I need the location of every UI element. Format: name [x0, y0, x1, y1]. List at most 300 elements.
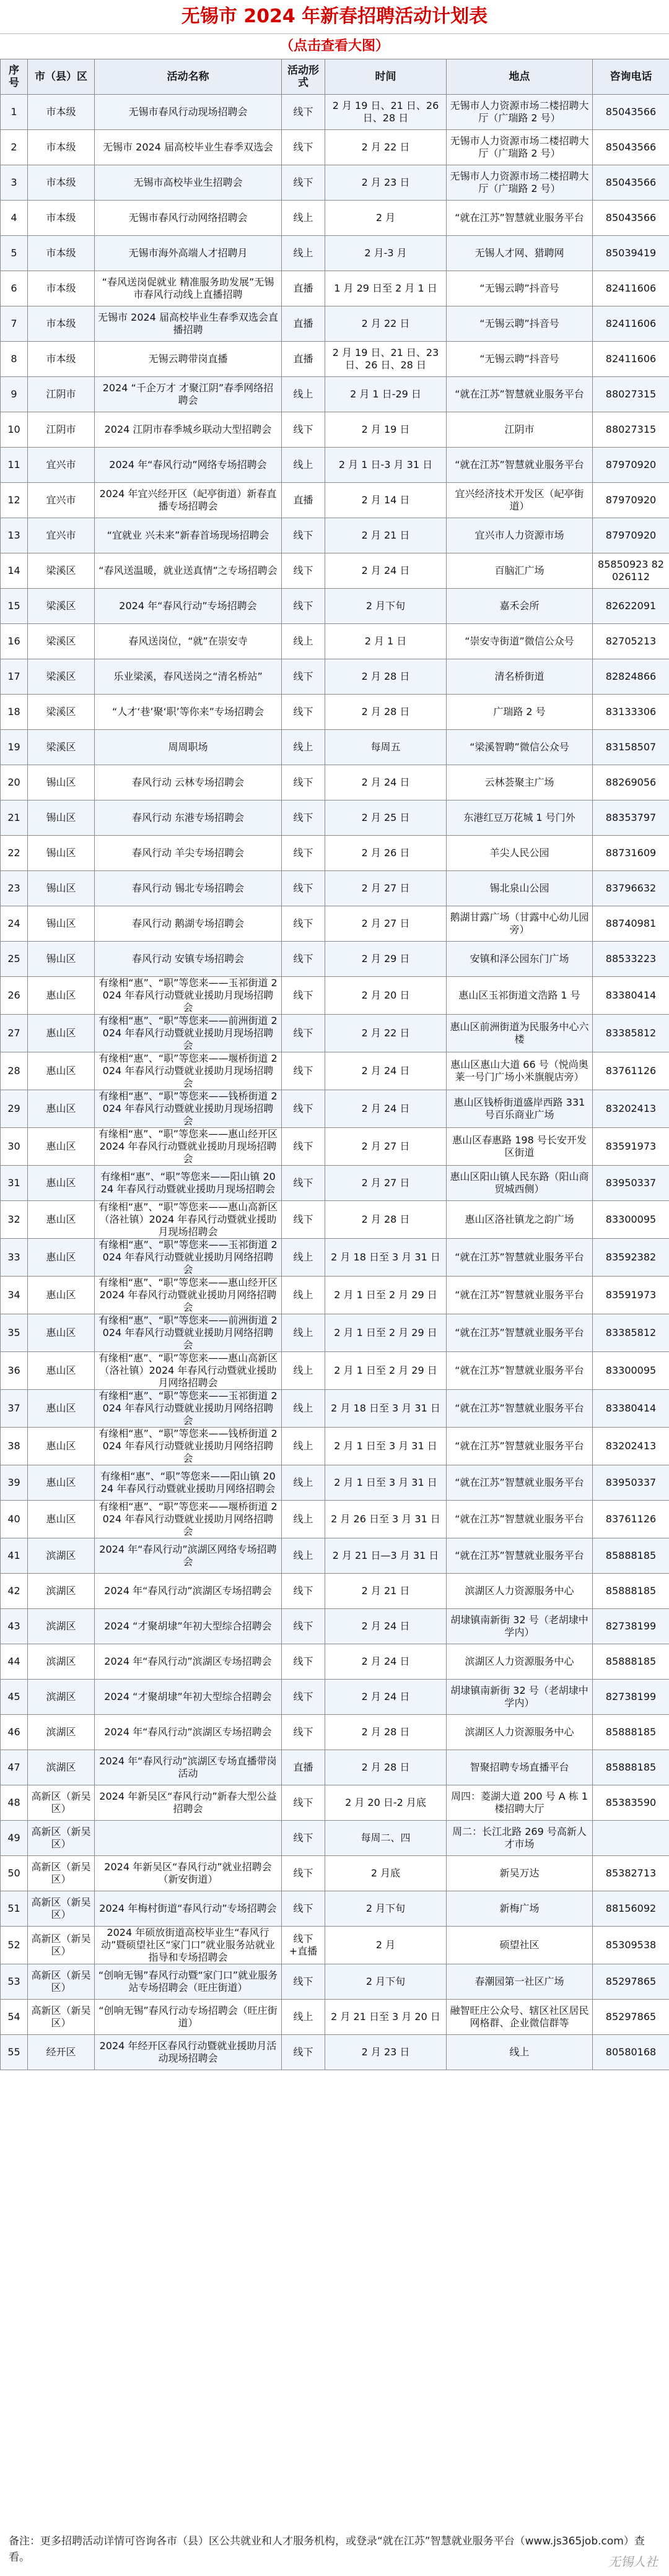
cell-district: 高新区（新吴区） — [28, 1891, 95, 1927]
cell-activity-name: 2024 年“春风行动”滨湖区专场招聘会 — [95, 1644, 282, 1680]
cell-phone: 83300095 — [593, 1201, 669, 1239]
cell-format: 线下 — [282, 836, 325, 871]
cell-phone: 85297865 — [593, 1964, 669, 2000]
column-header-district: 市（县）区 — [28, 59, 95, 95]
cell-index: 48 — [1, 1785, 28, 1821]
cell-activity-name: 有缘相“惠”、“职”等您来——前洲街道 2024 年春风行动暨就业援助月现场招聘会 — [95, 1015, 282, 1052]
cell-district: 惠山区 — [28, 977, 95, 1015]
table-row — [1, 1750, 669, 1785]
cell-phone: 85888185 — [593, 1715, 669, 1750]
cell-location: 百脑汇广场 — [447, 553, 593, 589]
cell-time: 2 月 28 日 — [325, 695, 447, 730]
cell-activity-name: 无锡云聘带岗直播 — [95, 342, 282, 377]
cell-format: 线下 — [282, 871, 325, 906]
cell-location: 惠山区玉祁街道文浩路 1 号 — [447, 977, 593, 1015]
view-large-image-link[interactable]: （点击查看大图） — [279, 38, 389, 54]
cell-phone: 85039419 — [593, 236, 669, 271]
cell-location: “就在江苏”智慧就业服务平台 — [447, 1314, 593, 1352]
cell-location: 宜兴市人力资源市场 — [447, 518, 593, 553]
cell-time: 2 月 21 日 — [325, 1574, 447, 1609]
cell-district: 锡山区 — [28, 942, 95, 977]
cell-phone: 85043566 — [593, 201, 669, 236]
cell-activity-name: 有缘相“惠”、“职”等您来——前洲街道 2024 年春风行动暨就业援助月网络招聘会 — [95, 1314, 282, 1352]
cell-format: 线下 — [282, 95, 325, 130]
column-header-activity-name: 活动名称 — [95, 59, 282, 95]
cell-phone: 83592382 — [593, 1239, 669, 1277]
cell-location: “无锡云聘”抖音号 — [447, 271, 593, 306]
cell-activity-name: 无锡市春风行动网络招聘会 — [95, 201, 282, 236]
cell-location: “崇安寺街道”微信公众号 — [447, 624, 593, 659]
cell-activity-name: 春风行动 云林专场招聘会 — [95, 765, 282, 800]
cell-index: 26 — [1, 977, 28, 1015]
cell-district: 锡山区 — [28, 836, 95, 871]
cell-location: 江阴市 — [447, 412, 593, 448]
cell-district: 惠山区 — [28, 1128, 95, 1166]
cell-phone: 83158507 — [593, 730, 669, 765]
cell-time: 2 月 24 日 — [325, 553, 447, 589]
cell-district: 梁溪区 — [28, 553, 95, 589]
cell-time: 2 月 21 日至 3 月 20 日 — [325, 2000, 447, 2035]
cell-location: 无锡市人力资源市场二楼招聘大厅（广瑞路 2 号） — [447, 130, 593, 165]
table-row — [1, 1538, 669, 1574]
cell-location: 宜兴经济技术开发区（屺亭街道） — [447, 483, 593, 518]
cell-index: 23 — [1, 871, 28, 906]
cell-index: 19 — [1, 730, 28, 765]
cell-district: 滨湖区 — [28, 1644, 95, 1680]
cell-location: 嘉禾会所 — [447, 589, 593, 624]
cell-time: 2 月 27 日 — [325, 1166, 447, 1201]
cell-location: 新梅广场 — [447, 1891, 593, 1927]
cell-format: 线下 — [282, 1964, 325, 2000]
cell-activity-name: 有缘相“惠”、“职”等您来——钱桥街道 2024 年春风行动暨就业援助月网络招聘会 — [95, 1428, 282, 1465]
cell-time: 2 月 23 日 — [325, 165, 447, 201]
cell-index: 50 — [1, 1856, 28, 1891]
cell-activity-name: 有缘相“惠”、“职”等您来——阳山镇 2024 年春风行动暨就业援助月现场招聘会 — [95, 1166, 282, 1201]
cell-location: “就在江苏”智慧就业服务平台 — [447, 1538, 593, 1574]
cell-time: 2 月 27 日 — [325, 1128, 447, 1166]
table-row — [1, 765, 669, 800]
cell-format: 直播 — [282, 1750, 325, 1785]
cell-format: 线下 — [282, 942, 325, 977]
cell-district: 锡山区 — [28, 871, 95, 906]
table-row — [1, 1785, 669, 1821]
cell-district: 滨湖区 — [28, 1538, 95, 1574]
cell-phone: 82411606 — [593, 342, 669, 377]
cell-activity-name: 无锡市 2024 届高校毕业生春季双选会 — [95, 130, 282, 165]
table-row — [1, 2035, 669, 2070]
cell-index: 8 — [1, 342, 28, 377]
cell-activity-name: 无锡市 2024 届高校毕业生春季双选会直播招聘 — [95, 306, 282, 342]
table-row — [1, 1314, 669, 1352]
cell-activity-name: 有缘相“惠”、“职”等您来——惠山经开区 2024 年春风行动暨就业援助月现场招聘会 — [95, 1128, 282, 1166]
cell-format: 线上 — [282, 1277, 325, 1314]
cell-format: 线下 — [282, 165, 325, 201]
cell-phone: 83761126 — [593, 1052, 669, 1090]
page-title: 无锡市 2024 年新春招聘活动计划表 — [0, 0, 669, 34]
column-header-index: 序号 — [1, 59, 28, 95]
table-row — [1, 1390, 669, 1428]
table-row — [1, 977, 669, 1015]
cell-index: 14 — [1, 553, 28, 589]
cell-index: 35 — [1, 1314, 28, 1352]
cell-index: 13 — [1, 518, 28, 553]
cell-location: 安镇和泽公园东门广场 — [447, 942, 593, 977]
cell-activity-name: 春风行动 锡北专场招聘会 — [95, 871, 282, 906]
table-row — [1, 553, 669, 589]
cell-location: “就在江苏”智慧就业服务平台 — [447, 1465, 593, 1501]
cell-district: 滨湖区 — [28, 1680, 95, 1715]
cell-time: 2 月 28 日 — [325, 659, 447, 695]
cell-location: 惠山区春惠路 198 号长安开发区街道 — [447, 1128, 593, 1166]
cell-index: 33 — [1, 1239, 28, 1277]
cell-district: 宜兴市 — [28, 448, 95, 483]
cell-time: 2 月 24 日 — [325, 765, 447, 800]
cell-format: 线上 — [282, 1352, 325, 1390]
cell-format: 线上 — [282, 236, 325, 271]
watermark-logo: 无锡人社 — [608, 2554, 658, 2569]
cell-location: “无锡云聘”抖音号 — [447, 306, 593, 342]
cell-location: 滨湖区人力资源服务中心 — [447, 1644, 593, 1680]
cell-phone: 85888185 — [593, 1750, 669, 1785]
cell-format: 直播 — [282, 306, 325, 342]
table-row — [1, 165, 669, 201]
cell-activity-name: 春风行动 东港专场招聘会 — [95, 800, 282, 836]
cell-location: 智聚招聘专场直播平台 — [447, 1750, 593, 1785]
cell-location: 滨湖区人力资源服务中心 — [447, 1715, 593, 1750]
cell-index: 2 — [1, 130, 28, 165]
cell-time: 2 月下旬 — [325, 1891, 447, 1927]
column-header-location: 地点 — [447, 59, 593, 95]
table-row — [1, 448, 669, 483]
table-row — [1, 95, 669, 130]
cell-activity-name: 春风行动 鹅湖专场招聘会 — [95, 906, 282, 942]
cell-phone: 85309538 — [593, 1927, 669, 1964]
cell-time: 2 月 1 日至 3 月 31 日 — [325, 1428, 447, 1465]
cell-phone: 82411606 — [593, 271, 669, 306]
cell-district: 锡山区 — [28, 800, 95, 836]
cell-phone: 85297865 — [593, 2000, 669, 2035]
table-row — [1, 306, 669, 342]
cell-district: 惠山区 — [28, 1166, 95, 1201]
cell-district: 惠山区 — [28, 1352, 95, 1390]
cell-time: 2 月 24 日 — [325, 1052, 447, 1090]
cell-location: 无锡市人力资源市场二楼招聘大厅（广瑞路 2 号） — [447, 95, 593, 130]
cell-format: 线下 — [282, 130, 325, 165]
cell-format: 线上 — [282, 201, 325, 236]
cell-format: 线下 — [282, 1052, 325, 1090]
cell-district: 梁溪区 — [28, 624, 95, 659]
cell-time: 2 月 24 日 — [325, 1644, 447, 1680]
cell-phone: 83950337 — [593, 1166, 669, 1201]
cell-phone: 83591973 — [593, 1128, 669, 1166]
cell-index: 15 — [1, 589, 28, 624]
cell-index: 7 — [1, 306, 28, 342]
cell-activity-name: “人才‘巷’聚‘职’等你来”专场招聘会 — [95, 695, 282, 730]
cell-time: 2 月 26 日至 3 月 31 日 — [325, 1501, 447, 1538]
cell-index: 12 — [1, 483, 28, 518]
cell-activity-name: “春风送温暖，就业送真情”之专场招聘会 — [95, 553, 282, 589]
cell-location: 春潮园第一社区广场 — [447, 1964, 593, 2000]
cell-phone: 83385812 — [593, 1314, 669, 1352]
cell-activity-name: 2024 “千企万才 才聚江阴”春季网络招聘会 — [95, 377, 282, 412]
cell-phone: 88027315 — [593, 377, 669, 412]
cell-district: 梁溪区 — [28, 589, 95, 624]
cell-format: 线下 — [282, 1574, 325, 1609]
table-row — [1, 1609, 669, 1644]
table-row — [1, 1201, 669, 1239]
table-row — [1, 1128, 669, 1166]
cell-format: 线下 — [282, 906, 325, 942]
cell-time: 2 月 29 日 — [325, 942, 447, 977]
cell-activity-name: 2024 年梅村街道“春风行动”专场招聘会 — [95, 1891, 282, 1927]
cell-location: 东港红豆万花城 1 号门外 — [447, 800, 593, 836]
table-row — [1, 1680, 669, 1715]
cell-activity-name: 2024 年宜兴经开区（屺亭街道）新春直播专场招聘会 — [95, 483, 282, 518]
cell-time: 2 月 1 日-29 日 — [325, 377, 447, 412]
cell-district: 高新区（新吴区） — [28, 1856, 95, 1891]
cell-phone: 85888185 — [593, 1574, 669, 1609]
cell-location: 融智旺庄公众号、辖区社区居民网格群、企业微信群等 — [447, 2000, 593, 2035]
cell-district: 宜兴市 — [28, 518, 95, 553]
cell-format: 直播 — [282, 271, 325, 306]
cell-index: 47 — [1, 1750, 28, 1785]
cell-location: “就在江苏”智慧就业服务平台 — [447, 1239, 593, 1277]
table-row — [1, 1239, 669, 1277]
cell-format: 线下 — [282, 1891, 325, 1927]
cell-activity-name: 有缘相“惠”、“职”等您来——惠山高新区（洛社镇）2024 年春风行动暨就业援助月网络招聘会 — [95, 1352, 282, 1390]
cell-phone: 83380414 — [593, 1390, 669, 1428]
cell-activity-name: “春风送岗促就业 精准服务助发展”无锡市春风行动线上直播招聘 — [95, 271, 282, 306]
cell-phone: 88731609 — [593, 836, 669, 871]
cell-format: 线下 — [282, 659, 325, 695]
cell-district: 高新区（新吴区） — [28, 1927, 95, 1964]
cell-location: 胡埭镇南新街 32 号（老胡埭中学内） — [447, 1609, 593, 1644]
cell-format: 线上 — [282, 448, 325, 483]
cell-time: 2 月 22 日 — [325, 130, 447, 165]
table-header-row — [1, 59, 669, 95]
cell-time: 2 月 18 日至 3 月 31 日 — [325, 1239, 447, 1277]
cell-format: 线下 — [282, 1785, 325, 1821]
cell-district: 惠山区 — [28, 1201, 95, 1239]
cell-index: 24 — [1, 906, 28, 942]
cell-time: 2 月-3 月 — [325, 236, 447, 271]
cell-district: 市本级 — [28, 130, 95, 165]
cell-district: 滨湖区 — [28, 1750, 95, 1785]
cell-phone: 88027315 — [593, 412, 669, 448]
cell-index: 34 — [1, 1277, 28, 1314]
cell-time: 2 月下旬 — [325, 1964, 447, 2000]
cell-index: 49 — [1, 1821, 28, 1856]
cell-activity-name: 有缘相“惠”、“职”等您来——惠山经开区 2024 年春风行动暨就业援助月网络招聘会 — [95, 1277, 282, 1314]
cell-district: 市本级 — [28, 165, 95, 201]
table-row — [1, 589, 669, 624]
cell-time: 2 月 20 日-2 月底 — [325, 1785, 447, 1821]
cell-activity-name: 有缘相“惠”、“职”等您来——玉祁街道 2024 年春风行动暨就业援助月网络招聘会 — [95, 1239, 282, 1277]
cell-format: 线上 — [282, 1428, 325, 1465]
cell-format: 线下 — [282, 1015, 325, 1052]
cell-format: 线下 — [282, 695, 325, 730]
cell-location: “就在江苏”智慧就业服务平台 — [447, 1428, 593, 1465]
cell-activity-name: 2024 “才聚胡埭”年初大型综合招聘会 — [95, 1609, 282, 1644]
cell-activity-name: 2024 年“春风行动”专场招聘会 — [95, 589, 282, 624]
cell-time: 2 月 28 日 — [325, 1750, 447, 1785]
cell-location: 鹅湖甘露广场（甘露中心幼儿园旁） — [447, 906, 593, 942]
cell-location: “就在江苏”智慧就业服务平台 — [447, 1352, 593, 1390]
cell-format: 线上 — [282, 1390, 325, 1428]
table-row — [1, 942, 669, 977]
cell-phone — [593, 1821, 669, 1856]
cell-index: 39 — [1, 1465, 28, 1501]
cell-format: 线下 — [282, 518, 325, 553]
cell-phone: 83202413 — [593, 1428, 669, 1465]
cell-format: 线上 — [282, 730, 325, 765]
table-row — [1, 871, 669, 906]
cell-activity-name: 春风送岗位，“就”在崇安寺 — [95, 624, 282, 659]
footer-note — [0, 2526, 669, 2576]
cell-time: 每周二、四 — [325, 1821, 447, 1856]
cell-format: 线下 — [282, 1166, 325, 1201]
cell-phone: 83300095 — [593, 1352, 669, 1390]
cell-district: 市本级 — [28, 201, 95, 236]
cell-format: 线上 — [282, 377, 325, 412]
cell-index: 22 — [1, 836, 28, 871]
cell-index: 4 — [1, 201, 28, 236]
cell-format: 线下 — [282, 1715, 325, 1750]
table-row — [1, 1352, 669, 1390]
cell-time: 1 月 29 日至 2 月 1 日 — [325, 271, 447, 306]
cell-index: 42 — [1, 1574, 28, 1609]
cell-phone: 83385812 — [593, 1015, 669, 1052]
cell-index: 53 — [1, 1964, 28, 2000]
cell-time: 2 月 1 日至 3 月 31 日 — [325, 1465, 447, 1501]
cell-index: 43 — [1, 1609, 28, 1644]
cell-location: 清名桥街道 — [447, 659, 593, 695]
cell-index: 36 — [1, 1352, 28, 1390]
cell-index: 16 — [1, 624, 28, 659]
cell-format: 线下 — [282, 412, 325, 448]
cell-district: 江阴市 — [28, 377, 95, 412]
cell-activity-name: 2024 江阴市春季城乡联动大型招聘会 — [95, 412, 282, 448]
cell-format: 线下 — [282, 1856, 325, 1891]
cell-phone: 88156092 — [593, 1891, 669, 1927]
cell-index: 40 — [1, 1501, 28, 1538]
cell-location: “就在江苏”智慧就业服务平台 — [447, 1501, 593, 1538]
cell-district: 惠山区 — [28, 1052, 95, 1090]
cell-location: 线上 — [447, 2035, 593, 2070]
cell-index: 30 — [1, 1128, 28, 1166]
table-row — [1, 1856, 669, 1891]
cell-district: 高新区（新吴区） — [28, 1964, 95, 2000]
cell-format: 直播 — [282, 342, 325, 377]
cell-activity-name: “宜就业 兴未来”新春首场现场招聘会 — [95, 518, 282, 553]
cell-activity-name: “创响无锡”春风行动专场招聘会（旺庄街道） — [95, 2000, 282, 2035]
cell-time: 2 月 24 日 — [325, 1680, 447, 1715]
cell-phone: 83591973 — [593, 1277, 669, 1314]
cell-format: 线下 — [282, 1201, 325, 1239]
cell-format: 线下 — [282, 1644, 325, 1680]
cell-phone: 82738199 — [593, 1609, 669, 1644]
table-row — [1, 1090, 669, 1128]
cell-index: 52 — [1, 1927, 28, 1964]
cell-district: 惠山区 — [28, 1090, 95, 1128]
cell-time: 2 月底 — [325, 1856, 447, 1891]
cell-district: 梁溪区 — [28, 730, 95, 765]
cell-time: 2 月 1 日-3 月 31 日 — [325, 448, 447, 483]
cell-district: 高新区（新吴区） — [28, 1785, 95, 1821]
cell-format: 线上 — [282, 1538, 325, 1574]
cell-location: 无锡市人力资源市场二楼招聘大厅（广瑞路 2 号） — [447, 165, 593, 201]
cell-index: 20 — [1, 765, 28, 800]
cell-phone: 82824866 — [593, 659, 669, 695]
cell-location: 硕望社区 — [447, 1927, 593, 1964]
cell-activity-name: 有缘相“惠”、“职”等您来——堰桥街道 2024 年春风行动暨就业援助月现场招聘会 — [95, 1052, 282, 1090]
table-row — [1, 483, 669, 518]
cell-time: 2 月 25 日 — [325, 800, 447, 836]
cell-time: 2 月 23 日 — [325, 2035, 447, 2070]
cell-location: “就在江苏”智慧就业服务平台 — [447, 377, 593, 412]
cell-phone: 85043566 — [593, 95, 669, 130]
cell-activity-name: 有缘相“惠”、“职”等您来——钱桥街道 2024 年春风行动暨就业援助月现场招聘会 — [95, 1090, 282, 1128]
cell-activity-name: 有缘相“惠”、“职”等您来——堰桥街道 2024 年春风行动暨就业援助月网络招聘会 — [95, 1501, 282, 1538]
cell-district: 惠山区 — [28, 1465, 95, 1501]
recruitment-plan-table — [0, 59, 669, 2070]
cell-district: 锡山区 — [28, 765, 95, 800]
table-row — [1, 1015, 669, 1052]
table-row — [1, 201, 669, 236]
cell-location: “就在江苏”智慧就业服务平台 — [447, 1277, 593, 1314]
cell-index: 9 — [1, 377, 28, 412]
cell-time: 2 月 1 日至 2 月 29 日 — [325, 1314, 447, 1352]
table-row — [1, 906, 669, 942]
cell-activity-name: 有缘相“惠”、“职”等您来——玉祁街道 2024 年春风行动暨就业援助月网络招聘会 — [95, 1390, 282, 1428]
cell-location: 惠山区钱桥街道盛岸西路 331 号百乐商业广场 — [447, 1090, 593, 1128]
cell-time: 2 月 1 日 — [325, 624, 447, 659]
cell-district: 市本级 — [28, 306, 95, 342]
cell-district: 惠山区 — [28, 1314, 95, 1352]
cell-index: 54 — [1, 2000, 28, 2035]
cell-format: 直播 — [282, 483, 325, 518]
cell-activity-name: 2024 年“春风行动”网络专场招聘会 — [95, 448, 282, 483]
cell-phone: 88269056 — [593, 765, 669, 800]
cell-location: 广瑞路 2 号 — [447, 695, 593, 730]
cell-index: 51 — [1, 1891, 28, 1927]
cell-format: 线下 — [282, 1090, 325, 1128]
cell-district: 高新区（新吴区） — [28, 2000, 95, 2035]
table-row — [1, 2000, 669, 2035]
cell-phone: 87970920 — [593, 518, 669, 553]
cell-location: 胡埭镇南新街 32 号（老胡埭中学内） — [447, 1680, 593, 1715]
cell-format: 线上 — [282, 1501, 325, 1538]
cell-time: 2 月 24 日 — [325, 1090, 447, 1128]
cell-activity-name: 2024 “才聚胡埭”年初大型综合招聘会 — [95, 1680, 282, 1715]
cell-format: 线上 — [282, 1465, 325, 1501]
cell-phone: 82705213 — [593, 624, 669, 659]
cell-format: 线下 — [282, 977, 325, 1015]
cell-activity-name: 周周职场 — [95, 730, 282, 765]
cell-phone: 83133306 — [593, 695, 669, 730]
table-row — [1, 1964, 669, 2000]
table-row — [1, 1052, 669, 1090]
cell-phone: 83950337 — [593, 1465, 669, 1501]
table-row — [1, 800, 669, 836]
cell-time: 2 月 14 日 — [325, 483, 447, 518]
cell-phone: 88533223 — [593, 942, 669, 977]
cell-activity-name: 无锡市海外高端人才招聘月 — [95, 236, 282, 271]
cell-time: 2 月 1 日至 2 月 29 日 — [325, 1277, 447, 1314]
cell-district: 锡山区 — [28, 906, 95, 942]
cell-location: 新吴万达 — [447, 1856, 593, 1891]
table-row — [1, 1277, 669, 1314]
